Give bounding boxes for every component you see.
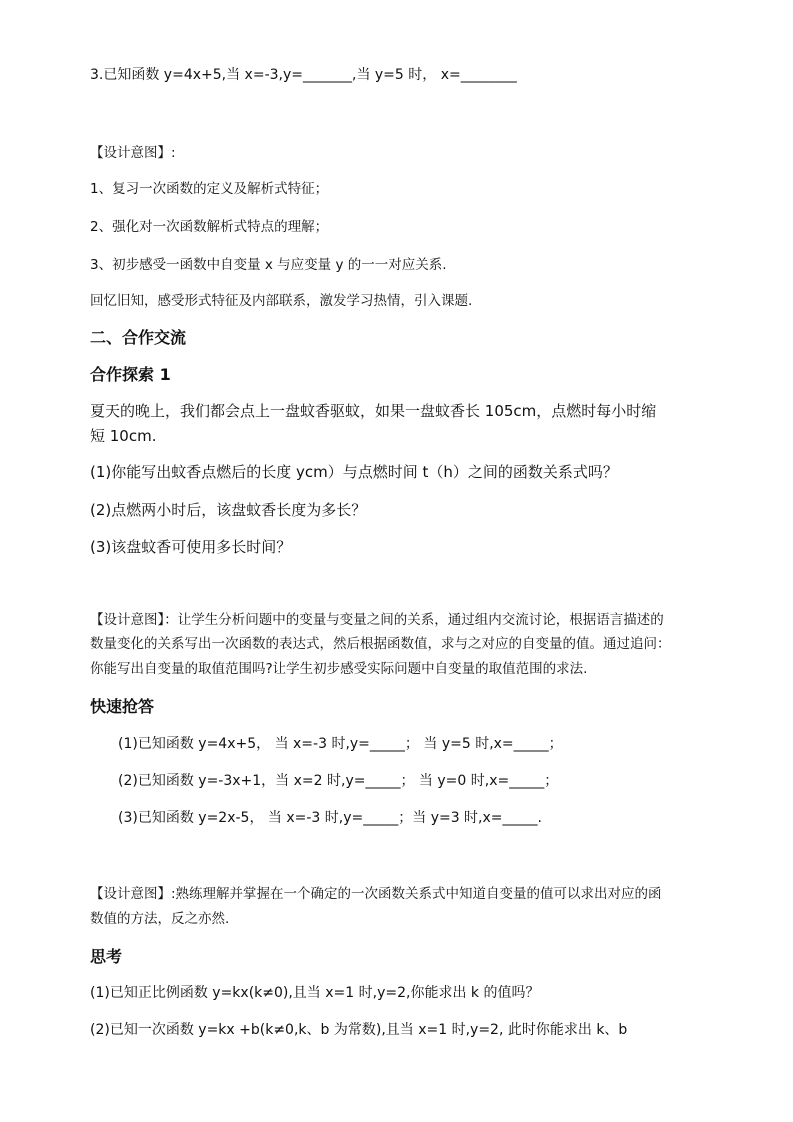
design-intent-item: 1、复习一次函数的定义及解析式特征；	[90, 181, 329, 197]
section-title: 二、合作交流	[90, 328, 187, 347]
design-intent-3-line: 【设计意图】:熟练理解并掌握在一个确定的一次函数关系式中知道自变量的值可以求出对应的函	[90, 886, 662, 902]
quick-answer-title: 快速抢答	[90, 697, 155, 716]
quick-answer-item: (2)已知函数 y=-3x+1，当 x=2 时,y=_____； 当 y=0 时,x=_____；	[118, 773, 559, 789]
explore-intro-line: 短 10cm.	[90, 427, 157, 445]
quick-answer-item: (1)已知函数 y=4x+5， 当 x=-3 时,y=_____； 当 y=5 时,x=_____；	[118, 736, 563, 752]
think-title: 思考	[90, 947, 123, 966]
explore-question: (3)该盘蚊香可使用多长时间？	[90, 538, 292, 556]
explore-question: (1)你能写出蚊香点燃后的长度 ycm）与点燃时间 t（h）之间的函数关系式吗？	[90, 463, 618, 481]
design-intent-summary: 回忆旧知，感受形式特征及内部联系，激发学习热情，引入课题.	[90, 293, 473, 309]
think-question: (2)已知一次函数 y=kx +b(k≠0,k、b 为常数),且当 x=1 时,y=2, 此时你能求出 k、b	[90, 1022, 628, 1038]
design-intent-2-line: 数量变化的关系写出一次函数的表达式，然后根据函数值，求与之对应的自变量的值。通过追问：	[90, 636, 671, 652]
quick-answer-item: (3)已知函数 y=2x-5， 当 x=-3 时,y=_____；当 y=3 时,x=_____.	[118, 810, 542, 826]
explore-intro-line: 夏天的晚上，我们都会点上一盘蚊香驱蚊，如果一盘蚊香长 105cm，点燃时每小时缩	[90, 402, 657, 420]
design-intent-item: 2、强化对一次函数解析式特点的理解；	[90, 219, 329, 235]
design-intent-2-line: 你能写出自变量的取值范围吗?让学生初步感受实际问题中自变量的取值范围的求法.	[90, 661, 588, 677]
think-question: (1)已知正比例函数 y=kx(k≠0),且当 x=1 时,y=2,你能求出 k 的值吗？	[90, 985, 540, 1001]
design-intent-2-line: 【设计意图】：让学生分析问题中的变量与变量之间的关系，通过组内交流讨论，根据语言描述的	[90, 612, 664, 628]
question-3: 3.已知函数 y=4x+5,当 x=-3,y=_______,当 y=5 时， x=________	[90, 67, 517, 83]
design-intent-3-line: 数值的方法，反之亦然.	[90, 911, 230, 927]
explore-question: (2)点燃两小时后，该盘蚊香长度为多长？	[90, 501, 367, 519]
design-intent-label: 【设计意图】:	[90, 145, 176, 161]
explore-title: 合作探索 1	[90, 365, 171, 384]
design-intent-item: 3、初步感受一函数中自变量 x 与应变量 y 的一一对应关系.	[90, 257, 447, 273]
